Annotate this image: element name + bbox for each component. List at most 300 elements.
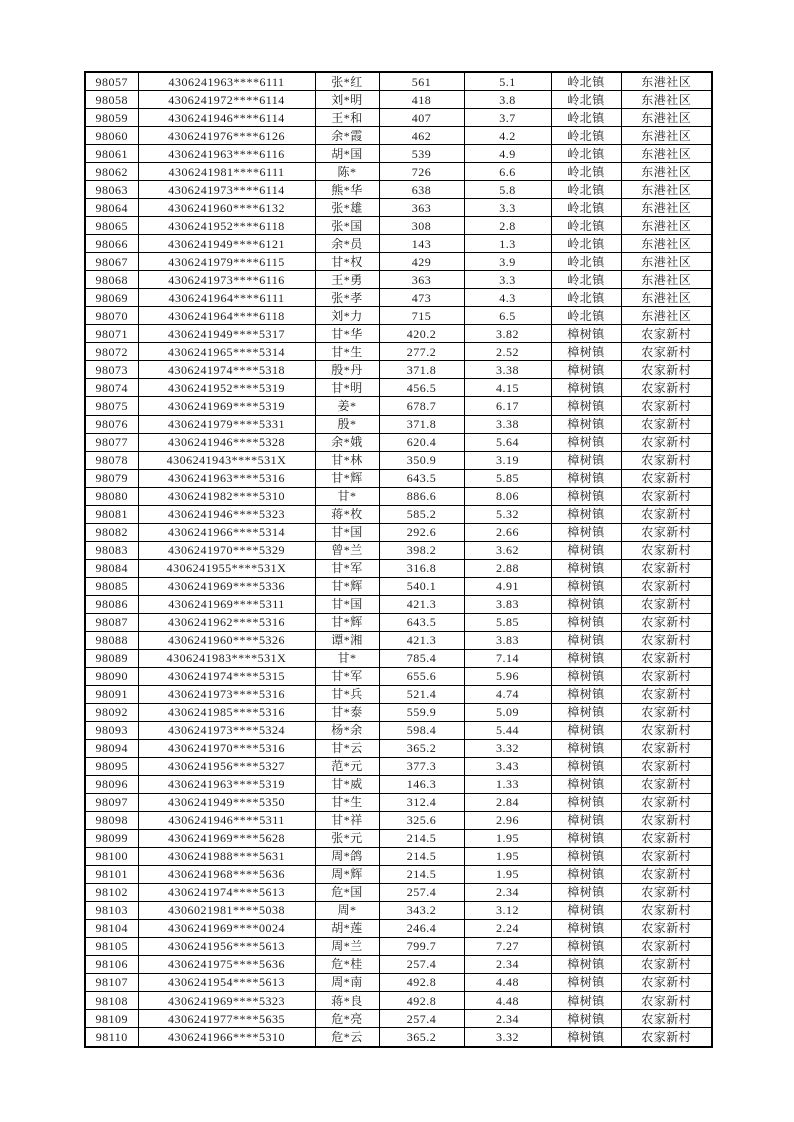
cell-town: 樟树镇 (551, 901, 621, 919)
cell-amount: 343.2 (379, 901, 464, 919)
table-row (85, 739, 712, 757)
cell-amount: 785.4 (379, 649, 464, 667)
cell-town: 樟树镇 (551, 577, 621, 595)
table-row (85, 595, 712, 613)
cell-id-number: 4306241966****5310 (138, 1028, 315, 1047)
cell-town: 岭北镇 (551, 145, 621, 163)
table-row (85, 667, 712, 685)
cell-amount: 365.2 (379, 1028, 464, 1047)
table-row (85, 757, 712, 775)
cell-rate: 3.83 (464, 595, 551, 613)
cell-village: 东港社区 (621, 289, 712, 307)
cell-village: 东港社区 (621, 127, 712, 145)
cell-village: 农家新村 (621, 883, 712, 901)
cell-serial: 98067 (85, 253, 138, 271)
cell-name: 甘*军 (315, 559, 379, 577)
cell-amount: 638 (379, 181, 464, 199)
cell-name: 甘*兵 (315, 685, 379, 703)
cell-amount: 371.8 (379, 361, 464, 379)
cell-rate: 3.83 (464, 631, 551, 649)
cell-serial: 98083 (85, 541, 138, 559)
cell-serial: 98081 (85, 505, 138, 523)
cell-village: 农家新村 (621, 937, 712, 955)
cell-town: 樟树镇 (551, 559, 621, 577)
cell-name: 余*霞 (315, 127, 379, 145)
table-row (85, 559, 712, 577)
cell-rate: 4.15 (464, 379, 551, 397)
cell-serial: 98090 (85, 667, 138, 685)
cell-town: 岭北镇 (551, 307, 621, 325)
cell-name: 杨*余 (315, 721, 379, 739)
cell-name: 甘*国 (315, 595, 379, 613)
cell-rate: 3.12 (464, 901, 551, 919)
cell-village: 东港社区 (621, 91, 712, 109)
cell-village: 农家新村 (621, 667, 712, 685)
table-row (85, 451, 712, 469)
cell-serial: 98095 (85, 757, 138, 775)
cell-rate: 8.06 (464, 487, 551, 505)
cell-name: 蒋*枚 (315, 505, 379, 523)
cell-id-number: 4306241946****5328 (138, 433, 315, 451)
cell-amount: 257.4 (379, 955, 464, 973)
cell-rate: 6.17 (464, 397, 551, 415)
cell-serial: 98069 (85, 289, 138, 307)
table-row (85, 433, 712, 451)
cell-id-number: 4306241973****5324 (138, 721, 315, 739)
cell-town: 樟树镇 (551, 1028, 621, 1047)
cell-rate: 5.32 (464, 505, 551, 523)
cell-serial: 98101 (85, 865, 138, 883)
cell-name: 甘*云 (315, 739, 379, 757)
table-row (85, 973, 712, 991)
cell-serial: 98065 (85, 217, 138, 235)
cell-serial: 98059 (85, 109, 138, 127)
cell-name: 甘*军 (315, 667, 379, 685)
cell-village: 农家新村 (621, 811, 712, 829)
cell-amount: 492.8 (379, 992, 464, 1010)
cell-village: 东港社区 (621, 307, 712, 325)
cell-serial: 98066 (85, 235, 138, 253)
cell-serial: 98082 (85, 523, 138, 541)
cell-id-number: 4306241960****5326 (138, 631, 315, 649)
cell-id-number: 4306241956****5327 (138, 757, 315, 775)
cell-serial: 98058 (85, 91, 138, 109)
cell-rate: 4.9 (464, 145, 551, 163)
cell-name: 甘*泰 (315, 703, 379, 721)
cell-name: 甘*辉 (315, 469, 379, 487)
cell-amount: 473 (379, 289, 464, 307)
table-row (85, 127, 712, 145)
cell-village: 农家新村 (621, 829, 712, 847)
cell-name: 熊*华 (315, 181, 379, 199)
table-row (85, 703, 712, 721)
cell-rate: 4.2 (464, 127, 551, 145)
table-row (85, 829, 712, 847)
cell-name: 余*员 (315, 235, 379, 253)
cell-village: 农家新村 (621, 1010, 712, 1028)
cell-rate: 2.84 (464, 793, 551, 811)
cell-village: 农家新村 (621, 541, 712, 559)
cell-serial: 98098 (85, 811, 138, 829)
cell-amount: 561 (379, 72, 464, 91)
cell-name: 危*桂 (315, 955, 379, 973)
cell-id-number: 4306241973****5316 (138, 685, 315, 703)
cell-amount: 214.5 (379, 865, 464, 883)
cell-town: 樟树镇 (551, 937, 621, 955)
cell-town: 樟树镇 (551, 955, 621, 973)
table-row (85, 613, 712, 631)
cell-amount: 456.5 (379, 379, 464, 397)
cell-amount: 350.9 (379, 451, 464, 469)
table-row (85, 487, 712, 505)
cell-name: 甘* (315, 649, 379, 667)
cell-village: 东港社区 (621, 145, 712, 163)
cell-village: 农家新村 (621, 703, 712, 721)
cell-village: 农家新村 (621, 685, 712, 703)
cell-name: 危*国 (315, 883, 379, 901)
cell-amount: 598.4 (379, 721, 464, 739)
table-row (85, 1010, 712, 1028)
cell-id-number: 4306241960****6132 (138, 199, 315, 217)
cell-id-number: 4306241970****5316 (138, 739, 315, 757)
cell-amount: 492.8 (379, 973, 464, 991)
cell-amount: 371.8 (379, 415, 464, 433)
cell-amount: 726 (379, 163, 464, 181)
cell-name: 张*元 (315, 829, 379, 847)
table-row (85, 1028, 712, 1047)
cell-amount: 325.6 (379, 811, 464, 829)
cell-name: 甘*祥 (315, 811, 379, 829)
cell-village: 农家新村 (621, 793, 712, 811)
cell-village: 东港社区 (621, 199, 712, 217)
cell-id-number: 4306241969****5336 (138, 577, 315, 595)
cell-serial: 98074 (85, 379, 138, 397)
cell-town: 樟树镇 (551, 613, 621, 631)
cell-village: 农家新村 (621, 721, 712, 739)
cell-amount: 214.5 (379, 847, 464, 865)
cell-id-number: 4306241946****5323 (138, 505, 315, 523)
cell-rate: 3.3 (464, 271, 551, 289)
cell-id-number: 4306241969****0024 (138, 919, 315, 937)
cell-rate: 2.96 (464, 811, 551, 829)
table-row (85, 253, 712, 271)
cell-name: 周*辉 (315, 865, 379, 883)
table-row (85, 937, 712, 955)
table-row (85, 649, 712, 667)
cell-rate: 5.09 (464, 703, 551, 721)
cell-village: 农家新村 (621, 361, 712, 379)
cell-name: 曾*兰 (315, 541, 379, 559)
cell-town: 樟树镇 (551, 433, 621, 451)
table-row (85, 577, 712, 595)
cell-serial: 98086 (85, 595, 138, 613)
cell-town: 樟树镇 (551, 919, 621, 937)
cell-town: 樟树镇 (551, 415, 621, 433)
cell-serial: 98089 (85, 649, 138, 667)
cell-id-number: 4306241949****5317 (138, 325, 315, 343)
cell-name: 蒋*良 (315, 992, 379, 1010)
cell-serial: 98062 (85, 163, 138, 181)
table-row (85, 469, 712, 487)
cell-serial: 98080 (85, 487, 138, 505)
table-row (85, 505, 712, 523)
cell-village: 农家新村 (621, 397, 712, 415)
cell-id-number: 4306241974****5315 (138, 667, 315, 685)
cell-rate: 5.64 (464, 433, 551, 451)
cell-id-number: 4306241964****6111 (138, 289, 315, 307)
table-row (85, 685, 712, 703)
cell-serial: 98077 (85, 433, 138, 451)
cell-id-number: 4306241970****5329 (138, 541, 315, 559)
cell-village: 农家新村 (621, 577, 712, 595)
table-row (85, 217, 712, 235)
table-row (85, 163, 712, 181)
cell-id-number: 4306241979****6115 (138, 253, 315, 271)
table-row (85, 541, 712, 559)
cell-town: 樟树镇 (551, 865, 621, 883)
table-row (85, 919, 712, 937)
cell-name: 甘*国 (315, 523, 379, 541)
cell-serial: 98078 (85, 451, 138, 469)
cell-rate: 4.74 (464, 685, 551, 703)
cell-rate: 4.48 (464, 992, 551, 1010)
cell-amount: 418 (379, 91, 464, 109)
cell-town: 樟树镇 (551, 487, 621, 505)
cell-name: 甘*林 (315, 451, 379, 469)
cell-amount: 559.9 (379, 703, 464, 721)
cell-name: 周*鸽 (315, 847, 379, 865)
cell-id-number: 4306241963****6111 (138, 72, 315, 91)
cell-village: 东港社区 (621, 109, 712, 127)
cell-serial: 98063 (85, 181, 138, 199)
table-row (85, 199, 712, 217)
table-row (85, 235, 712, 253)
table-row (85, 415, 712, 433)
table-row (85, 181, 712, 199)
cell-town: 樟树镇 (551, 541, 621, 559)
cell-rate: 5.96 (464, 667, 551, 685)
cell-rate: 3.38 (464, 361, 551, 379)
cell-amount: 429 (379, 253, 464, 271)
cell-amount: 363 (379, 271, 464, 289)
cell-amount: 421.3 (379, 631, 464, 649)
cell-name: 胡*国 (315, 145, 379, 163)
cell-id-number: 4306241952****6118 (138, 217, 315, 235)
cell-rate: 5.8 (464, 181, 551, 199)
cell-town: 樟树镇 (551, 811, 621, 829)
cell-serial: 98057 (85, 72, 138, 91)
cell-amount: 398.2 (379, 541, 464, 559)
cell-serial: 98107 (85, 973, 138, 991)
cell-rate: 3.32 (464, 739, 551, 757)
cell-serial: 98109 (85, 1010, 138, 1028)
cell-town: 樟树镇 (551, 523, 621, 541)
cell-name: 殷*丹 (315, 361, 379, 379)
cell-village: 东港社区 (621, 181, 712, 199)
cell-town: 樟树镇 (551, 739, 621, 757)
cell-amount: 257.4 (379, 1010, 464, 1028)
cell-town: 岭北镇 (551, 253, 621, 271)
cell-town: 樟树镇 (551, 397, 621, 415)
cell-amount: 540.1 (379, 577, 464, 595)
cell-name: 殷* (315, 415, 379, 433)
cell-id-number: 4306241977****5635 (138, 1010, 315, 1028)
cell-town: 岭北镇 (551, 72, 621, 91)
cell-amount: 257.4 (379, 883, 464, 901)
cell-serial: 98070 (85, 307, 138, 325)
cell-town: 樟树镇 (551, 685, 621, 703)
cell-name: 甘* (315, 487, 379, 505)
cell-name: 张*孝 (315, 289, 379, 307)
cell-serial: 98072 (85, 343, 138, 361)
cell-amount: 799.7 (379, 937, 464, 955)
cell-amount: 421.3 (379, 595, 464, 613)
cell-amount: 420.2 (379, 325, 464, 343)
cell-town: 樟树镇 (551, 757, 621, 775)
cell-rate: 2.66 (464, 523, 551, 541)
cell-name: 危*亮 (315, 1010, 379, 1028)
cell-id-number: 4306241982****5310 (138, 487, 315, 505)
cell-rate: 5.85 (464, 613, 551, 631)
table-row (85, 793, 712, 811)
table-row (85, 343, 712, 361)
cell-rate: 1.95 (464, 829, 551, 847)
cell-id-number: 4306241973****6114 (138, 181, 315, 199)
cell-town: 樟树镇 (551, 631, 621, 649)
cell-name: 张*国 (315, 217, 379, 235)
cell-town: 樟树镇 (551, 325, 621, 343)
cell-rate: 3.19 (464, 451, 551, 469)
cell-town: 樟树镇 (551, 721, 621, 739)
cell-rate: 2.24 (464, 919, 551, 937)
cell-village: 农家新村 (621, 775, 712, 793)
cell-name: 甘*辉 (315, 577, 379, 595)
cell-village: 东港社区 (621, 163, 712, 181)
cell-name: 王*勇 (315, 271, 379, 289)
cell-amount: 363 (379, 199, 464, 217)
cell-village: 农家新村 (621, 992, 712, 1010)
cell-village: 农家新村 (621, 631, 712, 649)
table-row (85, 289, 712, 307)
cell-serial: 98076 (85, 415, 138, 433)
cell-rate: 1.33 (464, 775, 551, 793)
cell-rate: 2.34 (464, 883, 551, 901)
cell-town: 樟树镇 (551, 361, 621, 379)
cell-amount: 277.2 (379, 343, 464, 361)
cell-name: 张*雄 (315, 199, 379, 217)
cell-amount: 316.8 (379, 559, 464, 577)
cell-village: 东港社区 (621, 217, 712, 235)
table-row (85, 901, 712, 919)
cell-id-number: 4306241949****5350 (138, 793, 315, 811)
table-row (85, 379, 712, 397)
cell-rate: 3.38 (464, 415, 551, 433)
cell-amount: 214.5 (379, 829, 464, 847)
cell-serial: 98068 (85, 271, 138, 289)
cell-town: 岭北镇 (551, 127, 621, 145)
cell-town: 岭北镇 (551, 235, 621, 253)
cell-serial: 98075 (85, 397, 138, 415)
cell-amount: 655.6 (379, 667, 464, 685)
cell-village: 农家新村 (621, 757, 712, 775)
cell-village: 农家新村 (621, 433, 712, 451)
cell-serial: 98073 (85, 361, 138, 379)
table-row (85, 271, 712, 289)
cell-rate: 2.34 (464, 955, 551, 973)
cell-rate: 2.34 (464, 1010, 551, 1028)
cell-rate: 3.8 (464, 91, 551, 109)
table-row (85, 721, 712, 739)
cell-town: 樟树镇 (551, 793, 621, 811)
cell-id-number: 4306021981****5038 (138, 901, 315, 919)
cell-serial: 98060 (85, 127, 138, 145)
table-row (85, 91, 712, 109)
cell-id-number: 4306241988****5631 (138, 847, 315, 865)
cell-name: 甘*生 (315, 343, 379, 361)
cell-town: 樟树镇 (551, 379, 621, 397)
cell-id-number: 4306241981****6111 (138, 163, 315, 181)
cell-id-number: 4306241954****5613 (138, 973, 315, 991)
cell-id-number: 4306241949****6121 (138, 235, 315, 253)
cell-town: 樟树镇 (551, 847, 621, 865)
table-row (85, 955, 712, 973)
cell-village: 农家新村 (621, 505, 712, 523)
cell-town: 岭北镇 (551, 163, 621, 181)
records-table-body (85, 72, 712, 1047)
table-row (85, 307, 712, 325)
cell-id-number: 4306241956****5613 (138, 937, 315, 955)
cell-serial: 98103 (85, 901, 138, 919)
cell-name: 张*红 (315, 72, 379, 91)
table-row (85, 109, 712, 127)
cell-town: 樟树镇 (551, 667, 621, 685)
cell-amount: 146.3 (379, 775, 464, 793)
cell-village: 农家新村 (621, 451, 712, 469)
cell-id-number: 4306241969****5323 (138, 992, 315, 1010)
cell-name: 范*元 (315, 757, 379, 775)
cell-rate: 7.27 (464, 937, 551, 955)
cell-amount: 585.2 (379, 505, 464, 523)
cell-serial: 98105 (85, 937, 138, 955)
cell-village: 农家新村 (621, 973, 712, 991)
table-row (85, 72, 712, 91)
table-row (85, 631, 712, 649)
cell-name: 甘*生 (315, 793, 379, 811)
cell-id-number: 4306241966****5314 (138, 523, 315, 541)
cell-serial: 98064 (85, 199, 138, 217)
cell-amount: 643.5 (379, 469, 464, 487)
cell-village: 农家新村 (621, 847, 712, 865)
table-row (85, 397, 712, 415)
cell-serial: 98097 (85, 793, 138, 811)
cell-name: 周* (315, 901, 379, 919)
cell-rate: 3.7 (464, 109, 551, 127)
cell-amount: 292.6 (379, 523, 464, 541)
table-row (85, 811, 712, 829)
cell-serial: 98106 (85, 955, 138, 973)
cell-serial: 98079 (85, 469, 138, 487)
cell-rate: 2.88 (464, 559, 551, 577)
cell-village: 农家新村 (621, 523, 712, 541)
cell-town: 岭北镇 (551, 91, 621, 109)
cell-serial: 98061 (85, 145, 138, 163)
cell-id-number: 4306241946****5311 (138, 811, 315, 829)
cell-id-number: 4306241964****6118 (138, 307, 315, 325)
cell-amount: 143 (379, 235, 464, 253)
cell-amount: 620.4 (379, 433, 464, 451)
cell-amount: 246.4 (379, 919, 464, 937)
cell-name: 甘*明 (315, 379, 379, 397)
